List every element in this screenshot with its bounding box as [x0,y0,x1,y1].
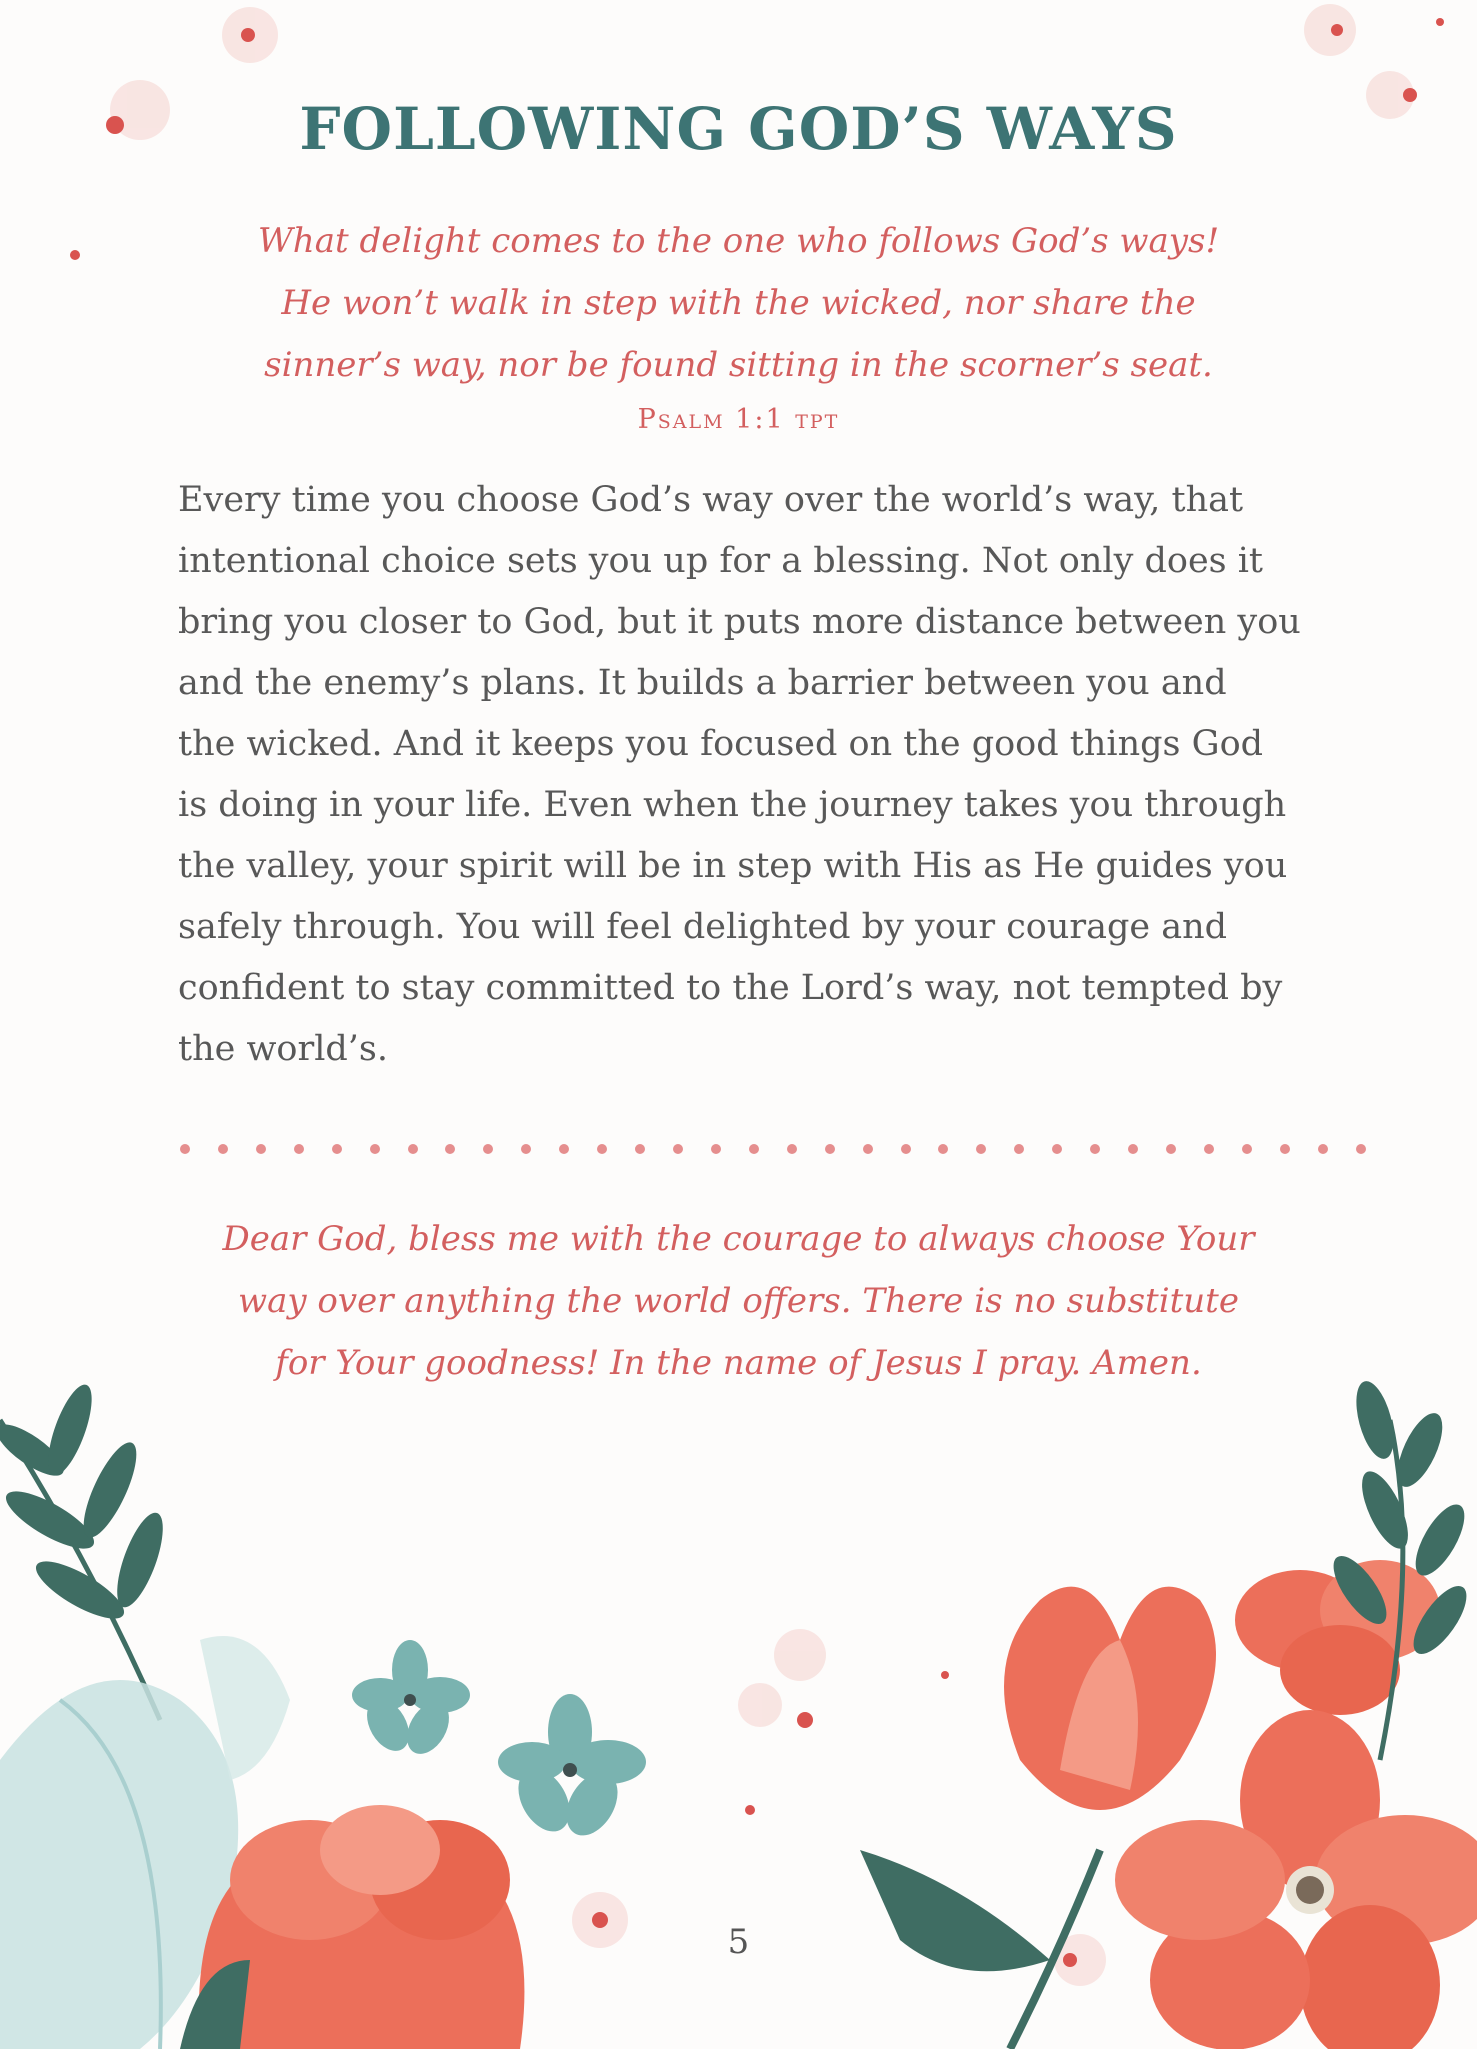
divider-dot [332,1144,342,1154]
dotted-divider [180,1142,1366,1156]
divider-dot [180,1144,190,1154]
divider-dot [1318,1144,1328,1154]
divider-dot [294,1144,304,1154]
divider-dot [635,1144,645,1154]
divider-dot [938,1144,948,1154]
verse-line: What delight comes to the one who follows God’s ways! [257,221,1220,261]
prayer-line: for Your goodness! In the name of Jesus I pray. Amen. [275,1343,1202,1383]
divider-dot [483,1144,493,1154]
body-line: safely through. You will feel delighted by your courage and [178,907,1228,947]
divider-dot [673,1144,683,1154]
divider-dot [559,1144,569,1154]
divider-dot [1356,1144,1366,1154]
verse-reference: Psalm 1:1 tpt [637,404,840,435]
divider-dot [787,1144,797,1154]
divider-dot [863,1144,873,1154]
divider-dot [521,1144,531,1154]
prayer [160,1208,1317,1394]
devotional-body [178,470,1364,1080]
divider-dot [1242,1144,1252,1154]
divider-dot [976,1144,986,1154]
body-line: and the enemy’s plans. It builds a barrier between you and [178,663,1227,703]
divider-dot [1128,1144,1138,1154]
page-title: FOLLOWING GOD’S WAYS [299,95,1178,163]
body-line: confident to stay committed to the Lord’s way, not tempted by [178,968,1283,1008]
verse-line: sinner’s way, nor be found sitting in the scorner’s seat. [264,345,1213,385]
divider-dot [256,1144,266,1154]
divider-dot [1166,1144,1176,1154]
verse-line: He won’t walk in step with the wicked, nor share the [281,283,1196,323]
scripture-verse [200,210,1277,396]
divider-dot [597,1144,607,1154]
body-line: the world’s. [178,1029,389,1069]
divider-dot [901,1144,911,1154]
divider-dot [1280,1144,1290,1154]
body-line: bring you closer to God, but it puts more distance between you [178,602,1301,642]
divider-dot [1090,1144,1100,1154]
page-number: 5 [727,1922,750,1962]
divider-dot [1014,1144,1024,1154]
divider-dot [218,1144,228,1154]
body-line: is doing in your life. Even when the journey takes you through [178,785,1287,825]
divider-dot [408,1144,418,1154]
divider-dot [825,1144,835,1154]
divider-dot [445,1144,455,1154]
divider-dot [1204,1144,1214,1154]
body-line: Every time you choose God’s way over the world’s way, that [178,480,1244,520]
body-line: intentional choice sets you up for a blessing. Not only does it [178,541,1263,581]
prayer-line: way over anything the world offers. There is no substitute [238,1281,1239,1321]
divider-dot [1052,1144,1062,1154]
body-line: the valley, your spirit will be in step with His as He guides you [178,846,1288,886]
divider-dot [370,1144,380,1154]
leaf-sprig-left [0,1380,172,1720]
prayer-line: Dear God, bless me with the courage to always choose Your [222,1219,1255,1259]
divider-dot [711,1144,721,1154]
body-line: the wicked. And it keeps you focused on the good things God [178,724,1264,764]
divider-dot [749,1144,759,1154]
